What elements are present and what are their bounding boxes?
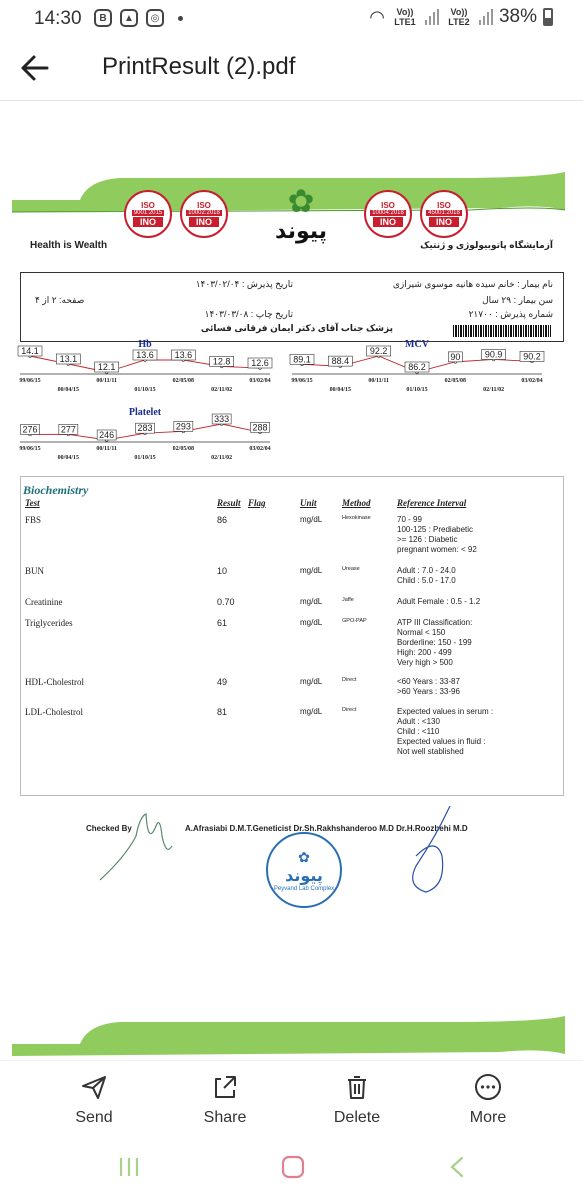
x-tick-label: 01/10/15 <box>406 387 428 393</box>
checked-by-label: Checked By <box>86 824 132 833</box>
app-bar <box>0 38 583 100</box>
dna-icon: ✿ <box>298 848 310 865</box>
more-button[interactable]: More <box>448 1073 528 1127</box>
chart-title: Hb <box>138 339 152 350</box>
x-tick-label: 00/04/15 <box>329 387 352 393</box>
x-tick-label: 99/06/15 <box>19 378 41 384</box>
status-time: 14:30 <box>34 8 82 29</box>
peyvand-logo: ✿ پیوند <box>258 184 344 244</box>
biochemistry-section: Biochemistry Test Result Flag Unit Method Reference Interval FBS 86 mg/dL Hexokinase 70 - 99 100-125 : Prediabetic >= 126 : Diabetic pregnant women: < 92 BUN 10 mg/dL Urease Adult : 7.0 - 24.0 Child : 5.0 - 17.0 Creatinine 0.70 mg/dL Jaffe Adult Female : 0.5 - 1.2 Triglycerides 61 mg/dL GPO-PAP ATP III Classification: Normal < 150 Borderline: 150 - 199 High: 200 - 499 Very high > 500 HDL-Cholestrol 49 mg/dL Direct <60 Years : 33-87 >60 Years : 33-96 LDL-Cholestrol 81 mg/dL Direct Expected values in serum : Adult : <130 Child : <110 Expected values in fluid : Not well stablished <box>20 476 564 796</box>
status-bar <box>0 0 583 38</box>
x-tick-label: 03/02/04 <box>249 378 271 384</box>
recent-apps-icon[interactable] <box>114 1152 144 1182</box>
lte2-label: Vo)) LTE2 <box>448 7 470 27</box>
print-date: تاریخ چاپ : ۱۴۰۳/۰۳/۰۸ <box>204 309 293 319</box>
patient-name: نام بیمار : خانم سیده هانیه موسوی شیرازی <box>392 279 553 289</box>
data-label: 14.1 <box>21 346 39 356</box>
header-method: Method <box>342 498 371 508</box>
x-tick-label: 00/11/11 <box>368 378 390 384</box>
header-flag: Flag <box>248 498 266 508</box>
data-label: 13.1 <box>59 354 78 364</box>
header-reference: Reference Interval <box>397 498 467 508</box>
data-label: 13.6 <box>174 350 193 360</box>
send-button[interactable]: Send <box>54 1073 134 1127</box>
share-button[interactable]: Share <box>185 1073 265 1127</box>
x-tick-label: 99/06/15 <box>291 378 313 384</box>
platelet-chart <box>20 406 272 473</box>
lab-name: آزمایشگاه پاتوبیولوژی و ژنتیک <box>420 240 553 250</box>
admission-number: شماره پذیرش : ۲۱۷۰۰ <box>468 309 553 319</box>
back-arrow-icon[interactable] <box>20 54 54 84</box>
header-green-swoosh <box>0 1014 583 1060</box>
data-label: 276 <box>22 424 38 435</box>
signature-area <box>0 806 583 896</box>
data-label: 90.9 <box>484 349 503 360</box>
lte1-label: Vo)) LTE1 <box>394 7 416 27</box>
delete-icon <box>317 1073 397 1103</box>
home-icon[interactable] <box>278 1152 308 1182</box>
x-tick-label: 03/02/04 <box>249 446 271 452</box>
next-page-peek <box>0 1014 583 1060</box>
x-tick-label: 00/11/11 <box>96 446 118 452</box>
patient-info-box <box>20 272 564 342</box>
share-icon <box>185 1073 265 1103</box>
pdf-page[interactable] <box>0 170 583 892</box>
signal1-icon <box>425 9 439 25</box>
hb-chart <box>20 338 272 405</box>
tagline: Health is Wealth <box>30 240 108 251</box>
data-label: 89.1 <box>293 354 311 365</box>
send-icon <box>54 1073 134 1103</box>
delete-button[interactable]: Delete <box>317 1073 397 1127</box>
document-title: PrintResult (2).pdf <box>102 53 296 80</box>
data-label: 12.1 <box>97 362 116 372</box>
header-test: Test <box>25 498 40 508</box>
x-tick-label: 03/02/04 <box>521 378 543 384</box>
patient-age: سن بیمار : ۲۹ سال <box>482 295 553 305</box>
data-label: 333 <box>214 414 230 424</box>
barcode <box>453 325 551 337</box>
iso-badge: ISO 9001:2015 INO <box>124 190 172 238</box>
more-icon <box>448 1073 528 1103</box>
x-tick-label: 00/11/11 <box>96 378 118 384</box>
data-label: 92.2 <box>369 346 388 356</box>
image-icon: ▲ <box>120 9 138 27</box>
data-label: 13.6 <box>136 350 154 360</box>
bixby-icon: B <box>94 9 112 27</box>
data-label: 288 <box>252 422 268 433</box>
iso-badge: ISO 10002:2018 INO <box>180 190 228 238</box>
header-divider <box>0 100 583 101</box>
system-nav-bar <box>0 1140 583 1200</box>
instagram-icon: ◎ <box>146 9 164 27</box>
admission-date: تاریخ پذیرش : ۱۴۰۳/۰۲/۰۴ <box>195 279 293 289</box>
iso-badges-left <box>124 190 228 238</box>
x-tick-label: 02/05/08 <box>444 378 467 384</box>
x-tick-label: 01/10/15 <box>134 455 156 461</box>
wifi-icon: ◠ <box>369 6 385 27</box>
section-title: Biochemistry <box>23 483 89 497</box>
x-tick-label: 02/11/02 <box>483 387 505 393</box>
data-label: 12.6 <box>251 358 269 368</box>
x-tick-label: 01/10/15 <box>134 387 156 393</box>
signature-2 <box>396 806 466 896</box>
lab-stamp: ✿ پیوند Peyvand Lab Complex <box>266 832 342 908</box>
page-number: صفحه: ۲ از ۴ <box>35 295 85 305</box>
battery-icon <box>543 8 553 26</box>
battery-percent: 38% <box>498 6 537 27</box>
iso-badge: ISO 45001:2018 INO <box>420 190 468 238</box>
mcv-chart <box>292 338 544 405</box>
x-tick-label: 02/05/08 <box>172 446 195 452</box>
chart-title: MCV <box>405 339 429 350</box>
data-label: 277 <box>60 424 76 435</box>
x-tick-label: 02/05/08 <box>172 378 195 384</box>
x-tick-label: 02/11/02 <box>211 387 233 393</box>
data-label: 283 <box>137 423 153 434</box>
iso-badge: ISO 10004:2018 INO <box>364 190 412 238</box>
x-tick-label: 02/11/02 <box>211 455 233 461</box>
data-label: 90 <box>450 351 461 362</box>
data-label: 88.4 <box>331 356 350 367</box>
doctor-name: پزشک جناب آقای دکتر ایمان فرقانی فسائی <box>200 323 393 333</box>
dot-icon <box>178 16 183 21</box>
signer-names: A.Afrasiabi D.M.T.Geneticist Dr.Sh.Rakhshanderoo M.D Dr.H.Roozbehi M.D <box>185 824 468 833</box>
data-label: 12.8 <box>212 356 231 367</box>
header-result: Result <box>217 498 241 508</box>
bottom-action-bar <box>0 1060 583 1140</box>
signal2-icon <box>479 9 493 25</box>
data-label: 246 <box>99 430 115 440</box>
signature-1 <box>96 806 186 886</box>
x-tick-label: 00/04/15 <box>57 387 80 393</box>
data-label: 86.2 <box>408 362 426 372</box>
x-tick-label: 00/04/15 <box>57 455 80 461</box>
chart-title: Platelet <box>128 407 162 418</box>
data-label: 90.2 <box>523 351 541 362</box>
back-icon[interactable] <box>442 1152 472 1182</box>
data-label: 293 <box>175 421 191 432</box>
dna-leaf-icon: ✿ <box>287 183 315 219</box>
header-unit: Unit <box>300 498 317 508</box>
iso-badges-right <box>364 190 468 238</box>
x-tick-label: 99/06/15 <box>19 446 41 452</box>
